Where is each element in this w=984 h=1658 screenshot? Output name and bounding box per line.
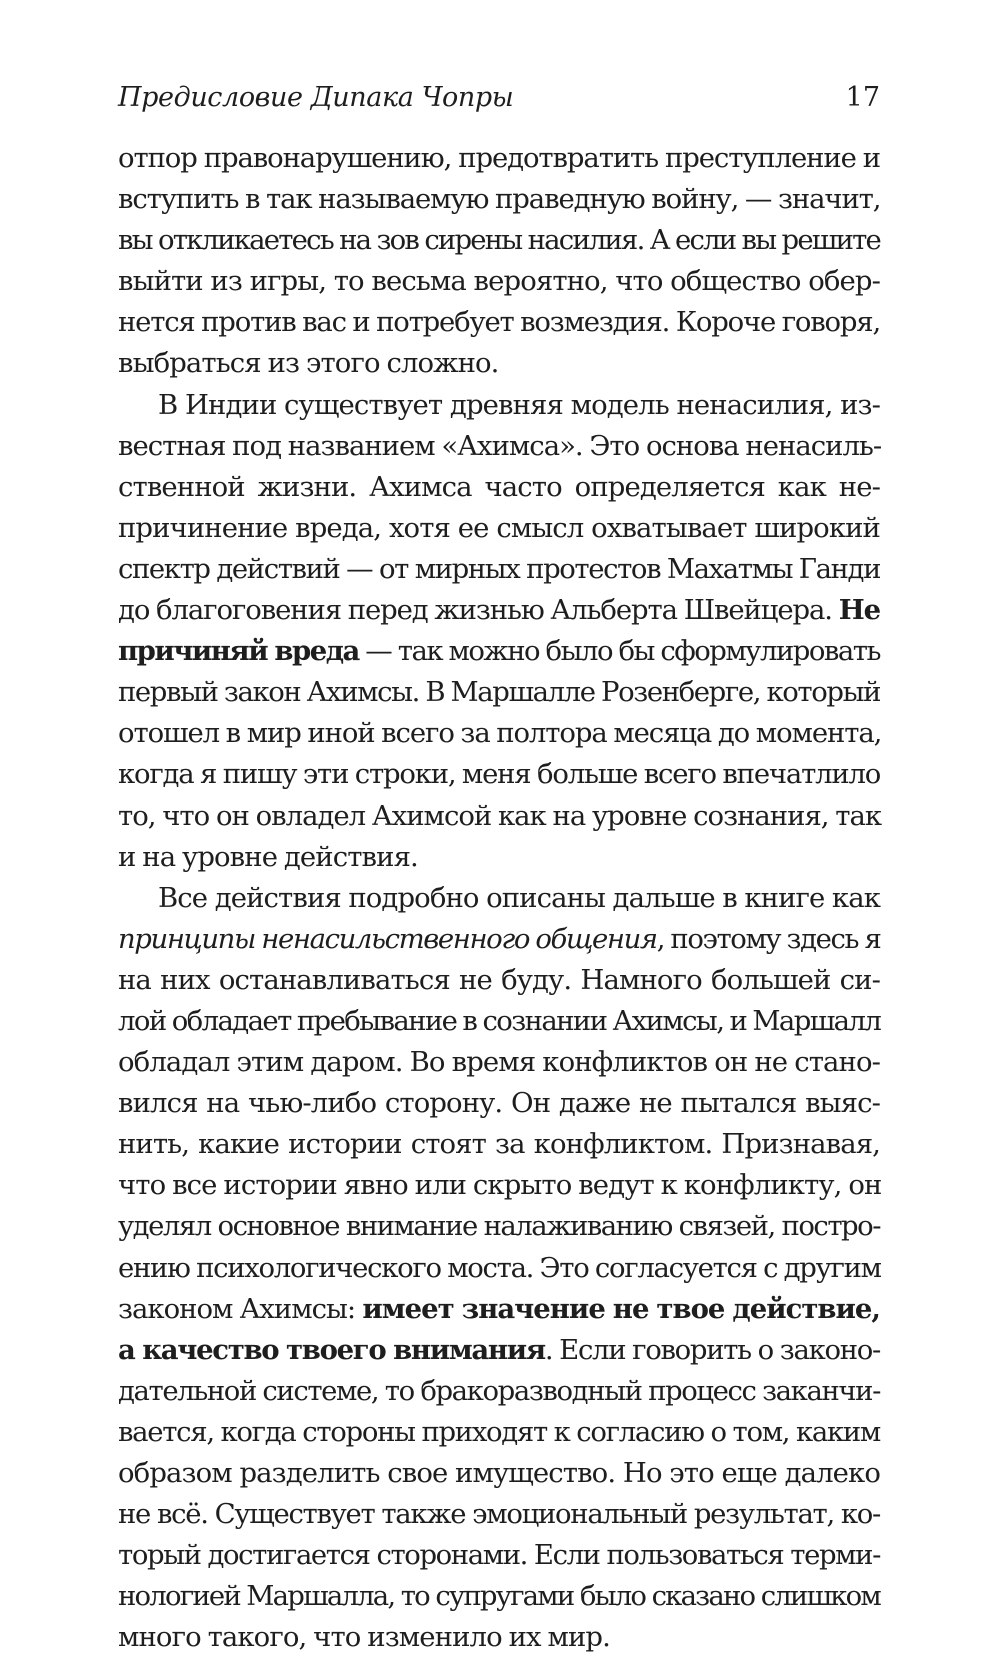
text-segment: нется против вас и потребует возмездия. Короче говоря,	[118, 306, 880, 339]
bold-text: имеет значение не твое действие,	[362, 1292, 880, 1325]
page-number: 17	[845, 82, 880, 113]
text-segment: нить, какие истории стоят за конфликтом. Признавая,	[118, 1128, 880, 1161]
text-line	[118, 919, 880, 960]
text-segment: на них останавливаться не буду. Намного большей си-	[118, 963, 880, 996]
bold-text: а качество твоего внимания	[118, 1333, 545, 1366]
text-line	[118, 1330, 880, 1371]
text-segment: вы откликаетесь на зов сирены насилия. А если вы решите	[118, 224, 880, 257]
text-segment: , поэтому здесь я	[656, 922, 881, 955]
text-segment: . Если говорить о законо-	[544, 1333, 880, 1366]
text-segment: отпор правонарушению, предотвратить преступление и	[118, 142, 880, 174]
text-segment: законом Ахимсы:	[118, 1292, 363, 1325]
text-line	[118, 796, 880, 837]
text-line	[118, 549, 880, 590]
text-line	[118, 1535, 880, 1576]
text-line	[118, 343, 880, 384]
text-segment: отошел в мир иной всего за полтора месяца до момента,	[118, 717, 882, 750]
text-line	[118, 179, 880, 220]
text-segment: выбраться из этого сложно.	[118, 347, 499, 380]
text-segment: первый закон Ахимсы. В Маршалле Розенберге, который	[118, 676, 880, 709]
text-segment: когда я пишу эти строки, меня больше всего впечатлило	[118, 758, 881, 791]
text-line	[118, 754, 880, 795]
text-segment: уделял основное внимание налаживанию связей, постро-	[118, 1210, 880, 1243]
text-segment: и на уровне действия.	[118, 840, 418, 873]
text-line	[118, 1412, 880, 1453]
text-line	[118, 1494, 880, 1535]
text-line	[118, 1124, 880, 1165]
text-line	[118, 1617, 880, 1658]
bold-text: Не	[838, 594, 880, 627]
text-segment: лой обладает пребывание в сознании Ахимсы, и Маршалл	[118, 1004, 881, 1037]
page-header	[118, 78, 880, 118]
text-segment: вается, когда стороны приходят к согласию о том, каким	[118, 1415, 880, 1448]
text-line	[118, 1289, 880, 1330]
text-segment: что все истории явно или скрыто ведут к конфликту, он	[118, 1169, 882, 1202]
text-segment: Все действия подробно описаны дальше в книге как	[158, 881, 880, 914]
text-line	[118, 878, 880, 919]
text-line	[118, 960, 880, 1001]
text-segment: причинение вреда, хотя ее смысл охватывает широкий	[118, 511, 880, 544]
bold-text: причиняй вреда	[118, 635, 359, 668]
text-segment: не всё. Существует также эмоциональный результат, ко-	[118, 1498, 880, 1531]
text-line	[118, 467, 880, 508]
text-line	[118, 672, 880, 713]
text-segment: спектр действий — от мирных протестов Махатмы Ганди	[118, 552, 880, 585]
text-segment: ению психологического моста. Это согласуется с другим	[118, 1251, 881, 1284]
text-line	[118, 261, 880, 302]
text-segment: до благоговения перед жизнью Альберта Швейцера.	[118, 594, 839, 627]
text-line	[118, 837, 880, 878]
running-title: Предисловие Дипака Чопры	[118, 82, 514, 113]
text-line	[118, 1453, 880, 1494]
text-segment: образом разделить свое имущество. Но это еще далеко	[118, 1457, 880, 1489]
text-segment: — так можно было бы сформулировать	[358, 635, 880, 668]
text-line	[118, 138, 880, 179]
text-segment: обладал этим даром. Во время конфликтов он не стано-	[118, 1046, 880, 1079]
text-segment: нологией Маршалла, то супругами было сказано слишком	[118, 1580, 880, 1613]
body-text	[118, 138, 880, 1658]
text-segment: много такого, что изменило их мир.	[118, 1621, 610, 1654]
text-segment: торый достигается сторонами. Если пользоваться терми-	[118, 1539, 880, 1572]
text-line	[118, 1576, 880, 1617]
text-line	[118, 508, 880, 549]
text-segment: дательной системе, то бракоразводный процесс заканчи-	[118, 1374, 880, 1407]
text-line	[118, 1206, 880, 1247]
text-line	[118, 1042, 880, 1083]
text-line	[118, 713, 880, 754]
text-line	[118, 1083, 880, 1124]
text-line	[118, 385, 880, 426]
text-segment: вступить в так называемую праведную войну, — значит,	[118, 183, 881, 216]
text-segment: ственной жизни. Ахимса часто определяется как не-	[118, 470, 880, 503]
text-line	[118, 631, 880, 672]
text-line	[118, 302, 880, 343]
text-line	[118, 1248, 880, 1289]
text-line	[118, 220, 880, 261]
text-line	[118, 590, 880, 631]
italic-text: принципы ненасильственного общения	[118, 922, 657, 955]
text-segment: то, что он овладел Ахимсой как на уровне сознания, так	[118, 799, 882, 832]
text-segment: выйти из игры, то весьма вероятно, что общество обер-	[118, 265, 880, 298]
text-line	[118, 1165, 880, 1206]
text-line	[118, 1371, 880, 1412]
text-line	[118, 426, 880, 467]
text-segment: вестная под названием «Ахимса». Это основа ненасиль-	[118, 429, 882, 462]
text-segment: В Индии существует древняя модель ненасилия, из-	[158, 388, 880, 421]
text-line	[118, 1001, 880, 1042]
text-segment: вился на чью-либо сторону. Он даже не пытался выяс-	[118, 1087, 880, 1120]
